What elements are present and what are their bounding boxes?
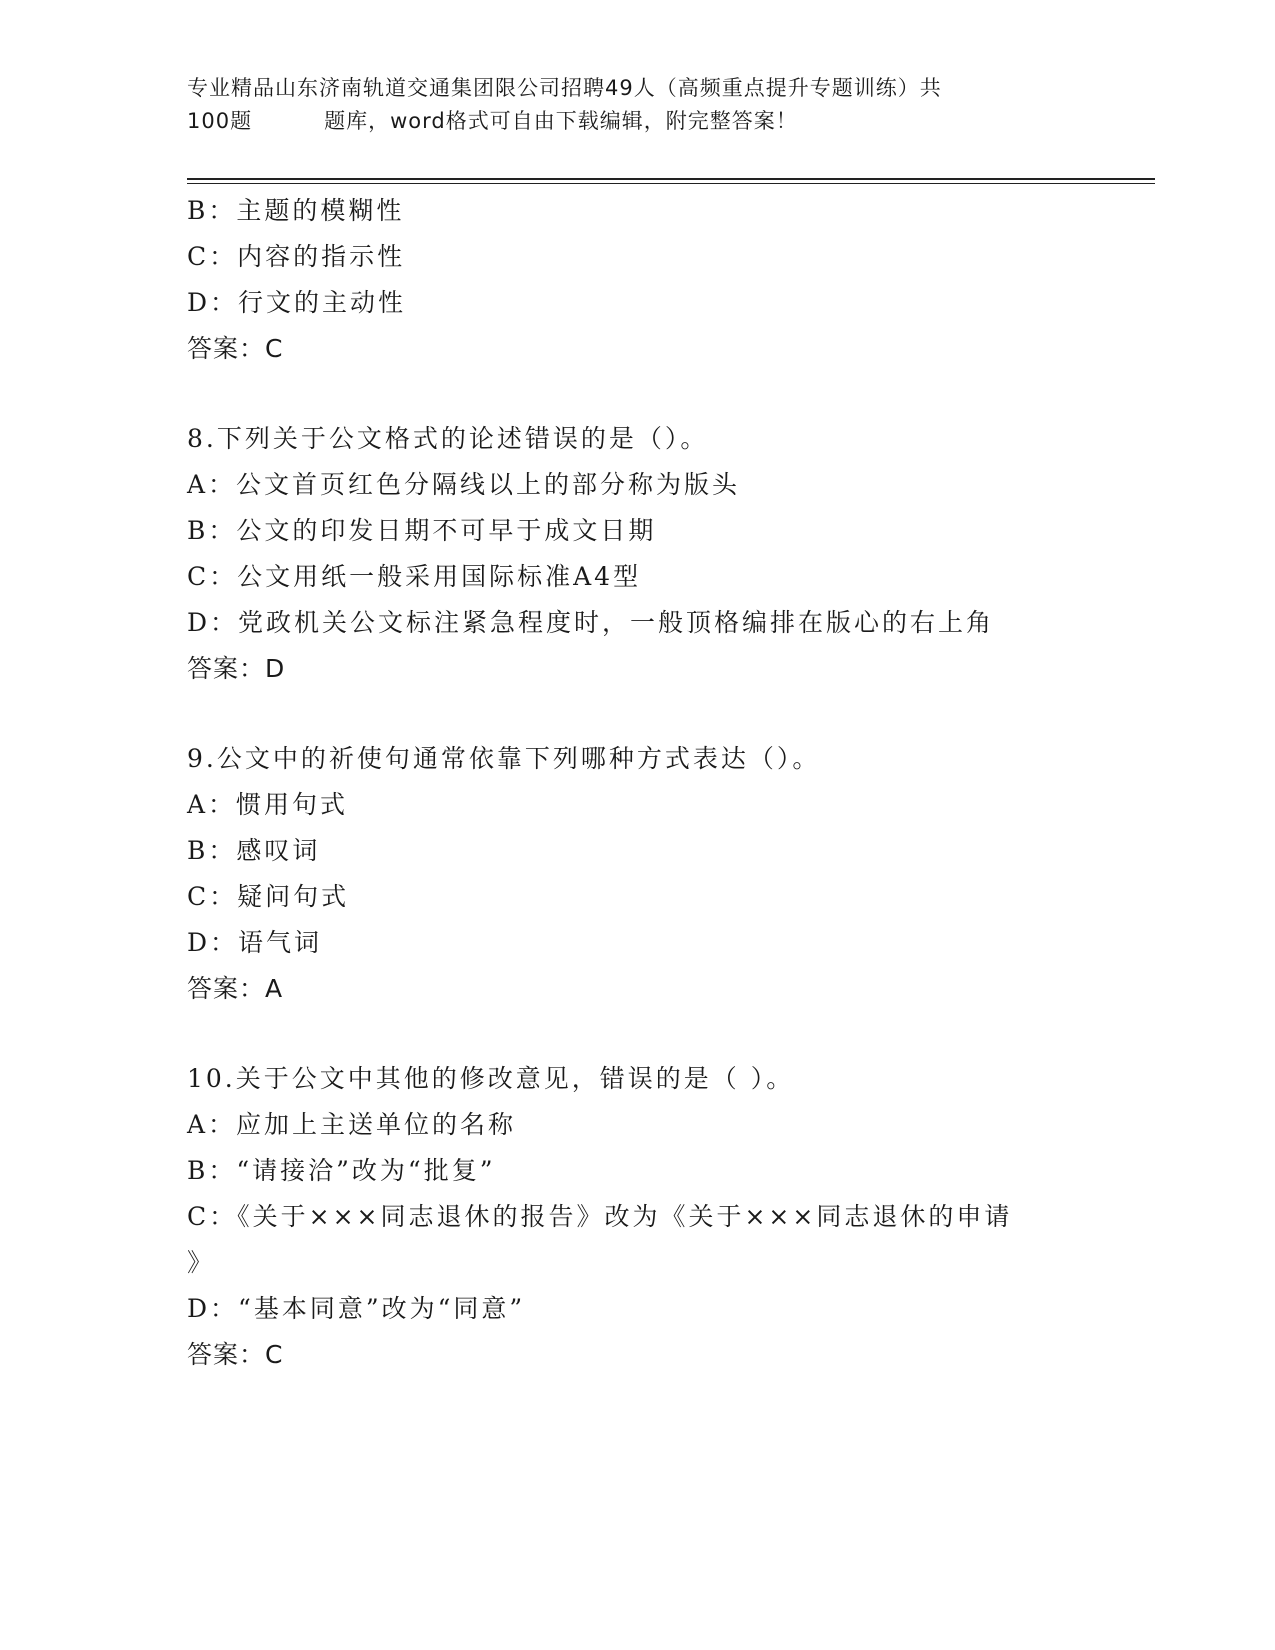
option-b: B：“请接洽”改为“批复” xyxy=(187,1156,496,1185)
option-d: D：语气词 xyxy=(187,928,323,957)
option-d: D：“基本同意”改为“同意” xyxy=(187,1294,526,1323)
answer-line: 答案：C xyxy=(187,1340,284,1369)
answer-line: 答案：C xyxy=(187,334,284,363)
option-c: C：公文用纸一般采用国际标准A4型 xyxy=(187,562,642,591)
option-d: D：行文的主动性 xyxy=(187,288,407,317)
answer-line: 答案：D xyxy=(187,654,286,683)
question-body xyxy=(187,188,1117,1378)
header-title-line-2 xyxy=(187,105,1087,138)
header-count: 100题 xyxy=(187,109,253,133)
option-a: A：应加上主送单位的名称 xyxy=(187,1110,517,1139)
header-title-line-1: 专业精品山东济南轨道交通集团限公司招聘49人（高频重点提升专题训练）共 xyxy=(187,76,942,100)
option-d: D：党政机关公文标注紧急程度时，一般顶格编排在版心的右上角 xyxy=(187,608,995,637)
question-9 xyxy=(187,736,1117,1012)
option-c: C：内容的指示性 xyxy=(187,242,406,271)
option-b: B：感叹词 xyxy=(187,836,321,865)
question-stem: 8.下列关于公文格式的论述错误的是（）。 xyxy=(187,424,709,453)
header-divider-thin xyxy=(187,183,1155,184)
question-stem: 9.公文中的祈使句通常依靠下列哪种方式表达（）。 xyxy=(187,744,821,773)
page-header xyxy=(187,72,1087,138)
question-8 xyxy=(187,416,1117,692)
header-divider-thick xyxy=(187,178,1155,180)
question-7-continuation xyxy=(187,188,1117,372)
option-c-wrap: 》 xyxy=(187,1248,216,1277)
answer-line: 答案：A xyxy=(187,974,284,1003)
question-stem: 10.关于公文中其他的修改意见，错误的是（ ）。 xyxy=(187,1064,795,1093)
header-description: 题库，word格式可自由下载编辑，附完整答案！ xyxy=(324,109,798,133)
question-10 xyxy=(187,1056,1117,1378)
option-a: A：公文首页红色分隔线以上的部分称为版头 xyxy=(187,470,741,499)
option-c: C：疑问句式 xyxy=(187,882,350,911)
option-b: B：主题的模糊性 xyxy=(187,196,405,225)
option-a: A：惯用句式 xyxy=(187,790,349,819)
option-c: C：《关于×××同志退休的报告》改为《关于×××同志退休的申请 xyxy=(187,1202,1013,1231)
option-b: B：公文的印发日期不可早于成文日期 xyxy=(187,516,657,545)
